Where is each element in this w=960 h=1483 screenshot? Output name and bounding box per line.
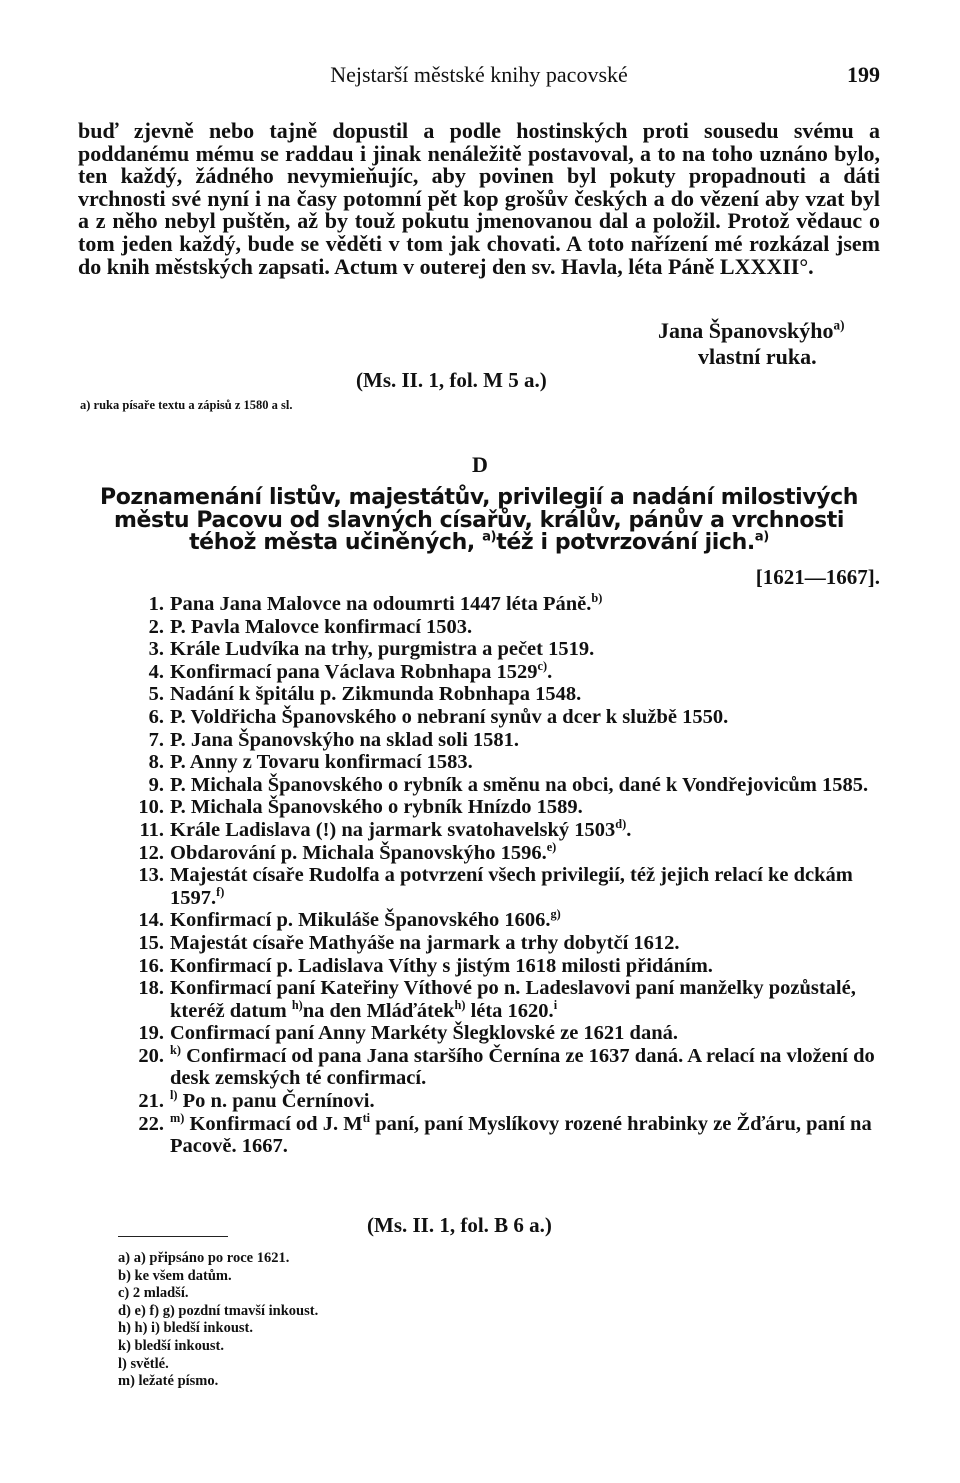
- entry-number: 13.: [138, 864, 164, 887]
- footnote-mark: f): [216, 884, 225, 899]
- list-item: [112, 616, 880, 639]
- footnote: a) ruka písaře textu a zápisů z 1580 a sl.: [80, 398, 293, 412]
- entry-text: [170, 593, 880, 616]
- entry-number: 3.: [148, 638, 164, 661]
- footnote-mark: h): [291, 997, 303, 1012]
- entry-number: 8.: [148, 751, 164, 774]
- list-item: [112, 977, 880, 1022]
- entry-number: 5.: [148, 683, 164, 706]
- entry-text: [170, 909, 880, 932]
- section-letter: D: [472, 452, 488, 477]
- entry-text: P. Pavla Malovce konfirmací 1503.: [170, 615, 473, 638]
- entry-text: [170, 658, 880, 684]
- footnote-mark: d): [615, 817, 627, 832]
- entry-number: 20.: [138, 1044, 164, 1067]
- entry-text-main: Konfirmací pana Václava Robnhapa 1529: [170, 660, 538, 683]
- manuscript-reference: (Ms. II. 1, fol. M 5 a.): [356, 368, 547, 392]
- entry-text: P. Voldřicha Španovského o nebraní synův a dcer k službě 1550.: [170, 705, 729, 728]
- list-item: [112, 1090, 880, 1113]
- entry-number: 1.: [148, 593, 164, 615]
- running-title: Nejstarší městské knihy pacovské: [330, 62, 628, 87]
- footnote-mark: c): [537, 658, 548, 673]
- list-item: [112, 819, 880, 842]
- entry-text-main: Confirmací od pana Jana staršího Černína ze 1637 daná. A relací na vložení do desk zemských té confirmací.: [170, 1044, 875, 1090]
- list-item: [112, 774, 880, 797]
- manuscript-reference: (Ms. II. 1, fol. B 6 a.): [367, 1213, 552, 1237]
- entry-text: Konfirmací p. Ladislava Víthy s jistým 1618 milosti přidáním.: [170, 954, 713, 977]
- entry-text-end: léta 1620.: [465, 999, 554, 1022]
- footnote-mark: b): [591, 591, 603, 606]
- entry-number: 7.: [148, 728, 164, 751]
- date-range: [1621—1667].: [755, 565, 880, 589]
- entry-text: [170, 864, 880, 909]
- list-item: [112, 638, 880, 661]
- entry-number: 6.: [148, 705, 164, 728]
- entry-text-main: Konfirmací paní Kateřiny Víthové po n. Ladeslavovi paní manželky pozůstalé, kteréž datum: [170, 977, 856, 1022]
- footnote-mark: l): [170, 1088, 178, 1103]
- footnote: m) ležaté písmo.: [118, 1373, 219, 1390]
- footnote-mark: h): [454, 997, 466, 1012]
- list-item: [112, 729, 880, 752]
- footnote-mark: g): [550, 907, 561, 922]
- entry-text-main: Pana Jana Malovce na odoumrti 1447 léta Páně.: [170, 593, 592, 615]
- signature-line: vlastní ruka.: [698, 344, 817, 369]
- footnote: b) ke všem datům.: [118, 1267, 232, 1284]
- entry-text: Nadání k špitálu p. Zikmunda Robnhapa 1548.: [170, 683, 582, 706]
- footnote: h) h) i) bledší inkoust.: [118, 1320, 253, 1337]
- heading-text: Poznamenání listův, majestátův, privilegií a nadání milostivých městu Pacovu od slavných císařův, králův, pánův a vrchnosti téhož města učiněných,: [99, 485, 858, 555]
- list-item: [112, 751, 880, 774]
- entry-number: 15.: [138, 931, 164, 954]
- footnote-mark: a): [482, 529, 497, 545]
- list-item: [112, 955, 880, 978]
- entry-number: 18.: [138, 977, 164, 1000]
- list-item: [112, 909, 880, 932]
- signature-name: [658, 318, 844, 344]
- entry-number: 21.: [138, 1090, 164, 1113]
- entry-text: P. Anny z Tovaru konfirmací 1583.: [170, 751, 473, 774]
- paragraph-text: buď zjevně nebo tajně dopustil a podle hostinských proti sousedu svému a poddanému mému se raddau i jinak nenáležitě postavoval, a to na toho uznáno bylo, ten každý, žádného nevymieňujíc, aby povinen byl pokuty propadnouti a dáti vrchnosti své nyní i na časy potomní pět kop grošův českých a do vězení aby vzat byl a z něho nebyl puštěn, až by touž pokutu jmenovanou dal a položil. Protož vědauc o tom jeden každý, bude se věděti v tom jak chovati. A toto nařízení mé rozkázal jsem do knih městských zapsati. Actum v outerej den sv. Havla, léta Páně LXXXII°.: [78, 118, 880, 279]
- section-heading: [78, 487, 880, 555]
- entry-text-main: Krále Ladislava (!) na jarmark svatohavelský 1503: [170, 818, 616, 841]
- entry-text-end: .: [547, 660, 553, 683]
- footnote: k) bledší inkoust.: [118, 1337, 224, 1354]
- list-item: [112, 864, 880, 909]
- entry-number: 10.: [138, 796, 164, 819]
- footnote: c) 2 mladší.: [118, 1285, 189, 1302]
- entry-text: [170, 839, 880, 865]
- body-paragraph: [78, 120, 880, 278]
- footnote: a) a) připsáno po roce 1621.: [118, 1250, 290, 1266]
- entry-text: [170, 1045, 880, 1090]
- list-item: [112, 593, 880, 616]
- entry-text-end: paní, paní Myslíkovy rozené hrabinky ze Žďáru, paní na Pacově. 1667.: [170, 1112, 872, 1158]
- footnotes-list: [118, 1250, 318, 1391]
- entry-number: 19.: [138, 1022, 164, 1045]
- entry-text: [170, 977, 880, 1022]
- entry-number: 14.: [138, 909, 164, 932]
- entry-number: 22.: [138, 1112, 164, 1135]
- footnote: d) e) f) g) pozdní tmavší inkoust.: [118, 1302, 319, 1319]
- footnote-mark: e): [546, 839, 557, 854]
- list-item: [112, 658, 880, 684]
- superscript: ti: [362, 1110, 371, 1125]
- entry-number: 2.: [148, 615, 164, 638]
- heading-text-2: též i potvrzování jich.: [496, 530, 755, 555]
- entry-text-main: Konfirmací od J. M: [184, 1112, 363, 1135]
- list-item: [112, 706, 880, 729]
- entry-text-main: Po n. panu Černínovi.: [177, 1090, 375, 1113]
- footnote-mark: a): [754, 529, 769, 545]
- footnote-divider: [118, 1236, 228, 1237]
- entry-text: [170, 1090, 880, 1113]
- entry-text: P. Jana Španovskýho na sklad soli 1581.: [170, 728, 520, 751]
- entry-text: [170, 819, 880, 842]
- signature-name-text: Jana Španovskýho: [658, 318, 834, 343]
- footnote-mark: k): [170, 1043, 181, 1058]
- entry-text: Majestát císaře Mathyáše na jarmark a trhy dobytčí 1612.: [170, 931, 680, 954]
- footnote-mark: a): [833, 317, 845, 333]
- entry-text-mid: na den Mláďátek: [302, 999, 455, 1022]
- entry-text-main: Konfirmací p. Mikuláše Španovského 1606.: [170, 909, 551, 932]
- entry-number: 16.: [138, 954, 164, 977]
- footnote: l) světlé.: [118, 1355, 169, 1372]
- entry-text-main: Majestát císaře Rudolfa a potvrzení všech privilegií, též jejich relací ke dckám 1597.: [170, 864, 853, 909]
- page-number: 199: [847, 62, 880, 87]
- list-item: [112, 1045, 880, 1090]
- entry-text-end: .: [626, 818, 632, 841]
- entries-list: [112, 593, 880, 1158]
- footnote-mark: m): [170, 1110, 185, 1125]
- entry-number: 9.: [148, 773, 164, 796]
- entry-number: 11.: [139, 818, 164, 841]
- entry-text: Confirmací paní Anny Markéty Šlegklovské ze 1621 daná.: [170, 1022, 678, 1045]
- list-item: [112, 796, 880, 819]
- entry-text: Krále Ludvíka na trhy, purgmistra a pečet 1519.: [170, 638, 595, 661]
- list-item: [112, 1022, 880, 1045]
- entry-number: 12.: [138, 841, 164, 864]
- footnote-mark: i: [553, 997, 558, 1012]
- list-item: [112, 839, 880, 865]
- list-item: [112, 1110, 880, 1158]
- list-item: [112, 683, 880, 706]
- entry-number: 4.: [148, 660, 164, 683]
- entry-text-main: Obdarování p. Michala Španovskýho 1596.: [170, 841, 547, 864]
- list-item: [112, 932, 880, 955]
- entry-text: [170, 1110, 880, 1158]
- entry-text: P. Michala Španovského o rybník a směnu na obci, dané k Vondřejovicům 1585.: [170, 773, 869, 796]
- entry-text: P. Michala Španovského o rybník Hnízdo 1589.: [170, 796, 583, 819]
- running-header: [78, 62, 880, 90]
